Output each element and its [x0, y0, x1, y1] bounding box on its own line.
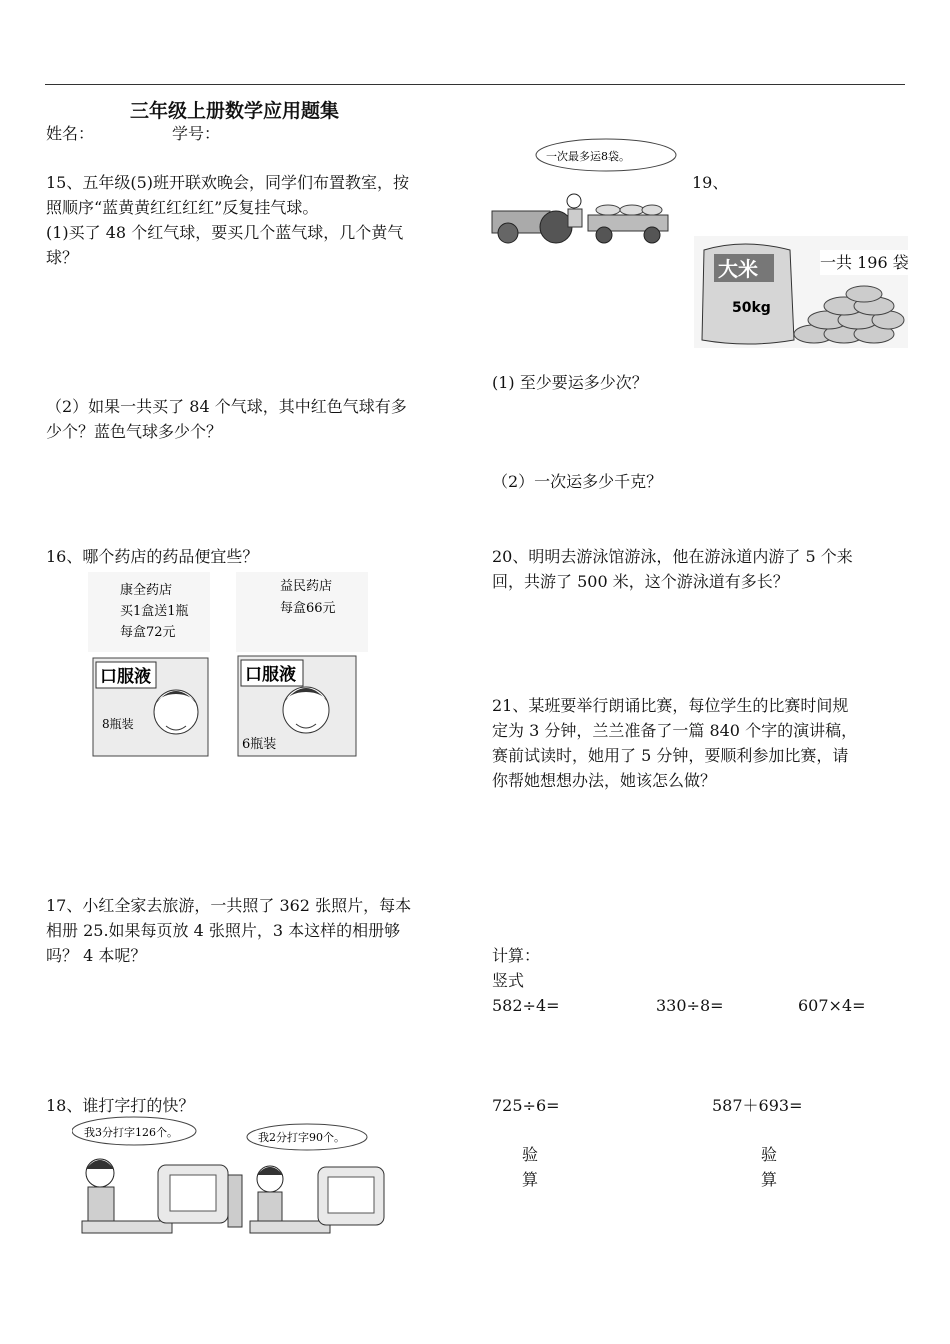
page-title: 三年级上册数学应用题集	[130, 100, 340, 122]
calc-expression-4: 725÷6=	[492, 1096, 560, 1115]
q15-line2: 照顺序“蓝黄黄红红红红”反复挂气球。	[46, 198, 319, 217]
computer-1	[158, 1165, 242, 1227]
typing-illustration	[72, 1115, 392, 1240]
pharmacy-illustration	[88, 572, 378, 758]
boy-speech: 我3分打字126个。	[84, 1126, 178, 1139]
box2-count: 6瓶装	[242, 737, 277, 752]
store1-offer: 买1盒送1瓶	[120, 604, 189, 619]
calc-heading: 计算：	[492, 946, 541, 965]
q19-part2: （2）一次运多少千克？	[492, 472, 663, 491]
q21-line3: 赛前试读时，她用了 5 分钟，要顺利参加比赛，请	[492, 746, 849, 765]
q21-line1: 21、某班要举行朗诵比赛，每位学生的比赛时间规	[492, 696, 849, 715]
q17-line2: 相册 25.如果每页放 4 张照片，3 本这样的相册够	[46, 921, 401, 940]
q16-text: 16、哪个药店的药品便宜些？	[46, 547, 259, 566]
q21-line4: 你帮她想想办法，她该怎么做？	[492, 771, 717, 790]
rice-sack-label: 大米	[718, 257, 758, 281]
calc-expression-3: 607×4=	[798, 996, 866, 1015]
q20-line1: 20、明明去游泳馆游泳，他在游泳道内游了 5 个来	[492, 547, 853, 566]
q15-part1-line1: (1)买了 48 个红气球，要买几个蓝气球，几个黄气	[46, 223, 404, 242]
store1-name: 康全药店	[120, 583, 173, 598]
calc-expression-1: 582÷4=	[492, 996, 560, 1015]
tractor-illustration	[488, 137, 683, 245]
check-label-1a: 验	[522, 1145, 539, 1164]
check-label-2a: 验	[761, 1145, 778, 1164]
q19-number: 19、	[692, 173, 729, 192]
name-label: 姓名：	[46, 124, 95, 143]
calc-expression-5: 587＋693=	[712, 1096, 803, 1115]
check-label-1b: 算	[522, 1170, 539, 1189]
header-rule	[45, 84, 905, 85]
q18-text: 18、谁打字打的快？	[46, 1096, 195, 1115]
q15-part1-line2: 球？	[46, 248, 79, 267]
computer-2	[318, 1167, 384, 1225]
q19-part1: (1) 至少要运多少次？	[492, 373, 648, 392]
medicine-box-1	[93, 658, 208, 756]
box1-label: 口服液	[100, 667, 151, 687]
calc-subheading: 竖式	[492, 971, 525, 990]
store1-price: 每盒72元	[120, 625, 176, 640]
q15-part2-line1: （2）如果一共买了 84 个气球，其中红色气球有多	[46, 397, 407, 416]
tractor-speech: 一次最多运8袋。	[546, 150, 630, 163]
check-label-2b: 算	[761, 1170, 778, 1189]
q17-line1: 17、小红全家去旅游，一共照了 362 张照片，每本	[46, 896, 412, 915]
tractor	[492, 194, 668, 243]
girl-speech: 我2分打字90个。	[258, 1131, 345, 1144]
q15-line1: 15、五年级(5)班开联欢晚会，同学们布置教室，按	[46, 173, 410, 192]
box1-count: 8瓶装	[102, 717, 134, 731]
store2-name: 益民药店	[280, 579, 333, 594]
rice-sack	[702, 244, 794, 344]
calc-expression-2: 330÷8=	[656, 996, 724, 1015]
q20-line2: 回，共游了 500 米，这个游泳道有多长？	[492, 572, 789, 591]
q15-part2-line2: 少个？蓝色气球多少个？	[46, 422, 223, 441]
rice-sack-weight: 50kg	[732, 300, 771, 316]
box2-label: 口服液	[245, 665, 296, 685]
q17-line3: 吗？ 4 本呢？	[46, 946, 147, 965]
student-id-label: 学号：	[172, 124, 221, 143]
q19-total: 一共 196 袋	[820, 250, 909, 275]
q21-line2: 定为 3 分钟，兰兰准备了一篇 840 个字的演讲稿，	[492, 721, 858, 740]
store2-price: 每盒66元	[280, 601, 336, 616]
medicine-box-2	[238, 656, 356, 756]
